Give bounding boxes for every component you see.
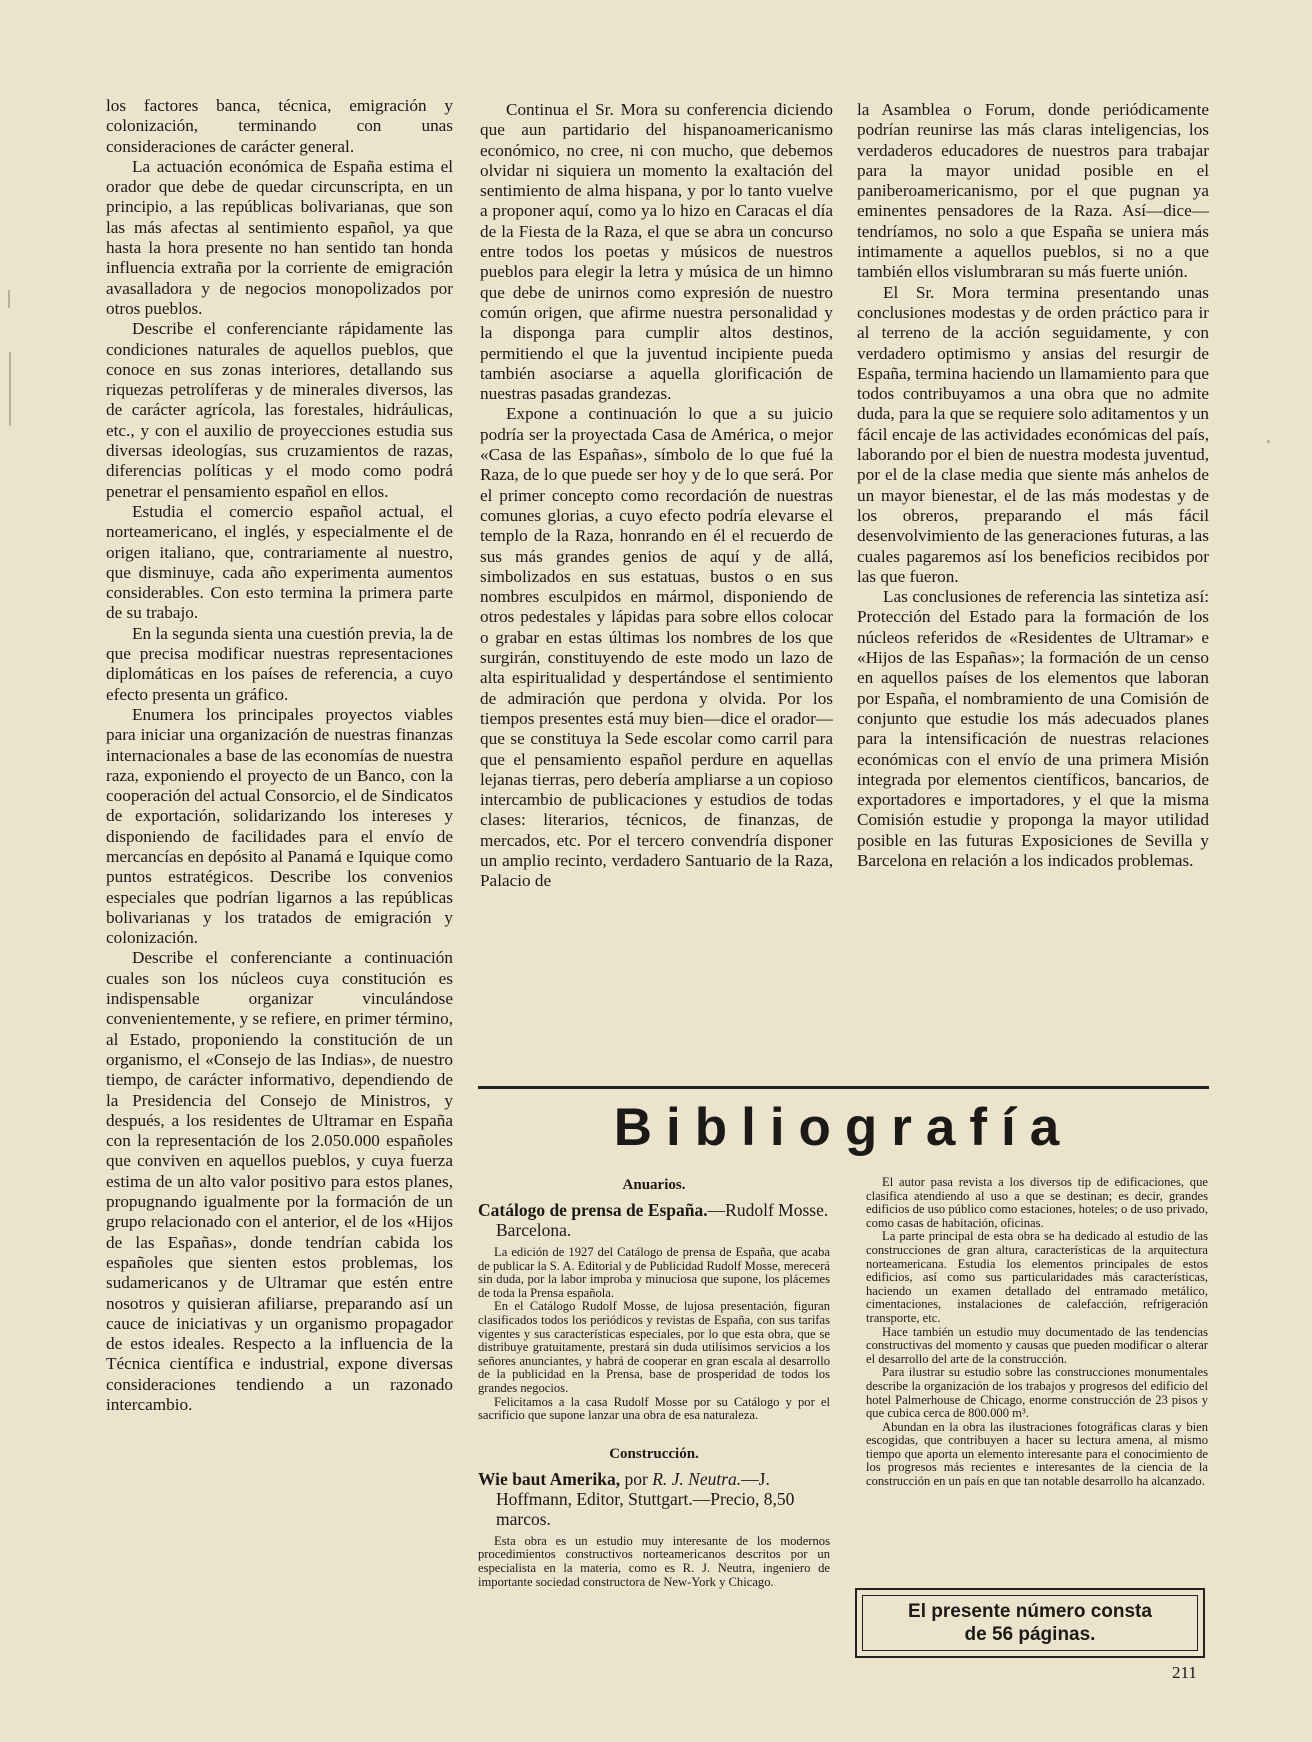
paragraph: Hace también un estudio muy documentado de las tendencias constructivas del momento y causas que pueden modificar o alterar el desarrollo del arte de la construcción. [866,1324,1208,1366]
paragraph: La actuación económica de España estima el orador que debe de quedar circunscripta, en un principio, a las repúblicas bolivarianas, que son las más afectas al sentimiento español, ya que hasta la hora presente no han sentido tan honda influencia extraña por la corriente de emigración avasalladora y de negocios monopolizados por otros pueblos. [106,156,453,318]
paragraph: En el Catálogo Rudolf Mosse, de lujosa presentación, figuran clasificados todos los periódicos y revistas de España, con sus tarifas vigentes y sus características especiales, por lo que esta obra, que se distribuye gratuitamente, prestará sin duda utilísimos servicios a los señores anunciantes, y habrá de cooperar en gran escala al desarrollo de la publicidad en la Prensa, base de prosperidad de todos los grandes negocios. [478,1299,830,1395]
entry-title-rest: —Rudolf Mosse. Barcelona. [496,1200,829,1240]
paragraph: El Sr. Mora termina presentando unas conclusiones modestas y de orden práctico para ir al terreno de la acción seguidamente, y con verdadero optimismo y ansias del resurgir de España, termina haciendo un llamamiento para que todos contribuyamos a una obra que no admite duda, para la que se requiere solo aditamentos y un fácil encaje de las actividades económicas del país, laborando por el bien de nuestra modesta juventud, por el de la clase media que siente más anhelos de un mayor bienestar, el de las más modestas y de los obreros, preparando el más fácil desenvolvimiento de las generaciones futuras, a las cuales pagaremos así los beneficios recibidos por las que fueron. [857,282,1209,586]
article-column-2 [480,100,833,892]
entry-title-bold: Catálogo de prensa de España. [478,1200,708,1220]
paragraph: Enumera los principales proyectos viables para iniciar una organización de nuestras finanzas internacionales a base de las economías de nuestra raza, exponiendo el proyecto de un Banco, con la cooperación del actual Consorcio, el de Sindicatos de exportación, solidarizando los intereses y disponiendo de facilidades para el envío de mercancías en depósito al Panamá e Iquique como puntos estratégicos. Describe los convenios especiales que podrían ligarnos a las repúblicas bolivarianas y los tratados de emigración y colonización. [106,704,453,948]
section-title: Bibliografía [613,1098,1074,1157]
paragraph: Describe el conferenciante rápidamente las condiciones naturales de aquellos pueblos, que conoce en sus zonas interiores, detallando sus riquezas petrolíferas y de minerales diversos, las de carácter agrícola, las forestales, hidráulicas, etc., y con el auxilio de proyecciones estudia sus diversas ideologías, sus cruzamientos de razas, diferencias políticas y el modo como podrá penetrar el pensamiento español en ellos. [106,319,453,501]
page-number: 211 [1172,1663,1197,1682]
page-count-notice [855,1588,1205,1658]
paragraph: Abundan en la obra las ilustraciones fotográficas claras y bien escogidas, que contribuyen a hacer su lectura amena, al mismo tiempo que aporta un elemento interesante para el conocimiento de los progresos más recientes e interesantes de la ciencia de la construcción en un país en que tan notable desarrollo ha alcanzado. [866,1419,1208,1489]
paragraph: La parte principal de esta obra se ha dedicado al estudio de las construcciones de gran altura, características de la arquitectura norteamericana. Estudia los elementos principales de estos edificios, así como sus particularidades más características, haciendo un examen detallado del entramado metálico, cimentaciones, instalaciones de calefacción, refrigeración transporte, etc. [866,1229,1208,1325]
paragraph: Esta obra es un estudio muy interesante de los modernos procedimientos constructivos norteamericanos descritos por un especialista en la materia, como es R. J. Neutra, ingeniero de importante sociedad constructora de New-York y Chicago. [478,1533,830,1589]
notice-line-2: de 56 páginas. [964,1624,1096,1645]
entry-title-por: por [620,1468,653,1489]
anuarios-heading: Anuarios. [622,1177,686,1193]
scan-mark [9,352,11,426]
bibliography-right-column [866,1176,1208,1489]
paragraph: Expone a continuación lo que a su juicio podría ser la proyectada Casa de América, o mejor «Casa de las Españas», símbolo de lo que fué la Raza, de lo que puede ser hoy y de lo que será. Por el primer concepto como recordación de nuestras comunes glorias, a cuyo efecto podría elevarse el templo de la Raza, honrando en él el recuerdo de sus más grandes genios de aquí y de allá, simbolizados en sus estatuas, bustos o en sus nombres esculpidos en mármol, disponiendo de otros pedestales y lápidas para sobre ellos colocar o grabar en estas últimas los nombres de los que surgirán, constituyendo de este modo un lazo de alta espiritualidad y despertándose el sentimiento de admiración que perdona y olvida. Por los tiempos presentes está muy bien—dice el orador—que se constituya la Sede escolar como carril para que el pensamiento español perdure en aquellas lejanas tierras, pero debería ampliarse a un copioso intercambio de publicaciones y estudios de todas clases: literarios, técnicos, de finanzas, de mercados, etc. Por el tercero convendría disponer un amplio recinto, verdadero Santuario de la Raza, Palacio de [480,404,833,891]
article-column-3 [857,100,1209,871]
bibliography-left-column [478,1174,830,1589]
paragraph: Felicitamos a la casa Rudolf Mosse por su Catálogo y por el sacrificio que supone lanzar una obra de esa naturaleza. [478,1394,830,1423]
construccion-heading: Construcción. [609,1445,699,1462]
paragraph: Para ilustrar su estudio sobre las construcciones monumentales describe la organización de los trabajos y progresos del edificio del hotel Palmerhouse de Chicago, enorme construcción de 23 pisos y que cubica cerca de 800.000 m³. [866,1365,1208,1421]
notice-inner-frame [862,1595,1198,1651]
paragraph: Las conclusiones de referencia las sintetiza así: Protección del Estado para la formación de los núcleos referidos de «Residentes de Ultramar» e «Hijos de las Españas»; la formación de un censo en aquellos países de los elementos que laboran por España, el nombramiento de una Comisión de conjunto que estudie los más adecuados planes para la intensificación de nuestras relaciones económicas con el envío de una primera Misión integrada por elementos científicos, bancarios, de exportadores e importadores, y el que la misma Comisión estudie y proponga la mayor utilidad posible en las futuras Exposiciones de Sevilla y Barcelona en relación a los indicados problemas. [857,587,1209,870]
scan-mark [1267,440,1270,443]
paragraph: los factores banca, técnica, emigración y colonización, terminando con unas consideraciones de carácter general. [106,96,453,156]
paragraph: En la segunda sienta una cuestión previa, la de que precisa modificar nuestras representaciones diplomáticas en los países de referencia, a cuyo efecto presenta un gráfico. [106,623,453,704]
paragraph: Estudia el comercio español actual, el norteamericano, el inglés, y especialmente el de origen italiano, que, contrariamente al nuestro, que disminuye, cada año experimenta aumentos considerables. Con esto termina la primera parte de su trabajo. [106,501,453,623]
notice-line-1: El presente número consta [908,1601,1152,1622]
paragraph: la Asamblea o Forum, donde periódicamente podrían reunirse las más claras inteligencias, los verdaderos educadores de nuestros para trabajar para la mayor unidad posible en el paniberoamericanismo, por el que pugnan ya eminentes pensadores de la Raza. Así—dice—tendríamos, no solo a que España se uniera más intimamente a aquellos pueblos, si no a que también ellos vislumbraran su más fuerte unión. [857,100,1209,282]
article-column-1 [106,96,453,1415]
scan-mark [8,290,10,308]
paragraph: Describe el conferenciante a continuación cuales son los núcleos cuya constitución es indispensable organizar vinculándose convenientemente, y se refiere, en primer término, al Estado, proponiendo la constitución de un organismo, el «Consejo de las Indias», de nuestro tiempo, de carácter informativo, dependiendo de la Presidencia del Consejo de Ministros, y después, a los residentes de Ultramar en España con la representación de los 2.050.000 españoles que conviven en aquellos pueblos, y cuya fuerza estima de un alto valor positivo para estos planes, propugnando igualmente por la formación de un grupo relacionado con el anterior, el de los «Hijos de las Españas», donde tendrían cabida los españoles que sienten estos problemas, los sudamericanos y de Ultramar que estén entre nosotros y quisieran afiliarse, preparando así un cauce de iniciativas y un organismo propagador de estos ideales. Respecto a la influencia de la Técnica científica e industrial, expone diversas consideraciones tendiendo a un razonado intercambio. [106,948,453,1414]
anuarios-entry-title [478,1200,830,1240]
paragraph: La edición de 1927 del Catálogo de prensa de España, que acaba de publicar la S. A. Editorial y de Publicidad Rudolf Mosse, merecerá sin duda, por la labor improba y minuciosa que supone, los plácemes de toda la Prensa española. [478,1245,830,1300]
entry-title-rest: —J. Hoffmann, Editor, Stuttgart.—Precio, 8,50 marcos. [496,1468,795,1529]
paragraph: El autor pasa revista a los diversos tip de edificaciones, que clasifica atendiendo al uso a que se destinan; es decir, grandes edificios de uso público como estaciones, hoteles; o de uso privado, como casas de habitación, oficinas. [866,1175,1208,1230]
paragraph: Continua el Sr. Mora su conferencia diciendo que aun partidario del hispanoamericanismo económico, no cree, ni con mucho, que debemos olvidar ni siquiera un momento la exaltación del sentimiento de alma hispana, y por lo tanto vuelve a proponer aquí, como ya lo hizo en Caracas el día de la Fiesta de la Raza, el que se abra un concurso entre todos los poetas y músicos de nuestros pueblos para elegir la letra y música de un himno que debe de unirnos como expresión de nuestro común origen, que afirme nuestra personalidad y la disponga para cumplir altos destinos, permitiendo el que la juventud incipiente pueda también asociarse a aquella glorificación de nuestras pasadas grandezas. [480,100,833,404]
construccion-entry-title [478,1469,830,1529]
section-divider [478,1086,1209,1089]
entry-title-author: R. J. Neutra. [652,1468,742,1489]
entry-title-bold: Wie baut Amerika, [478,1468,621,1489]
